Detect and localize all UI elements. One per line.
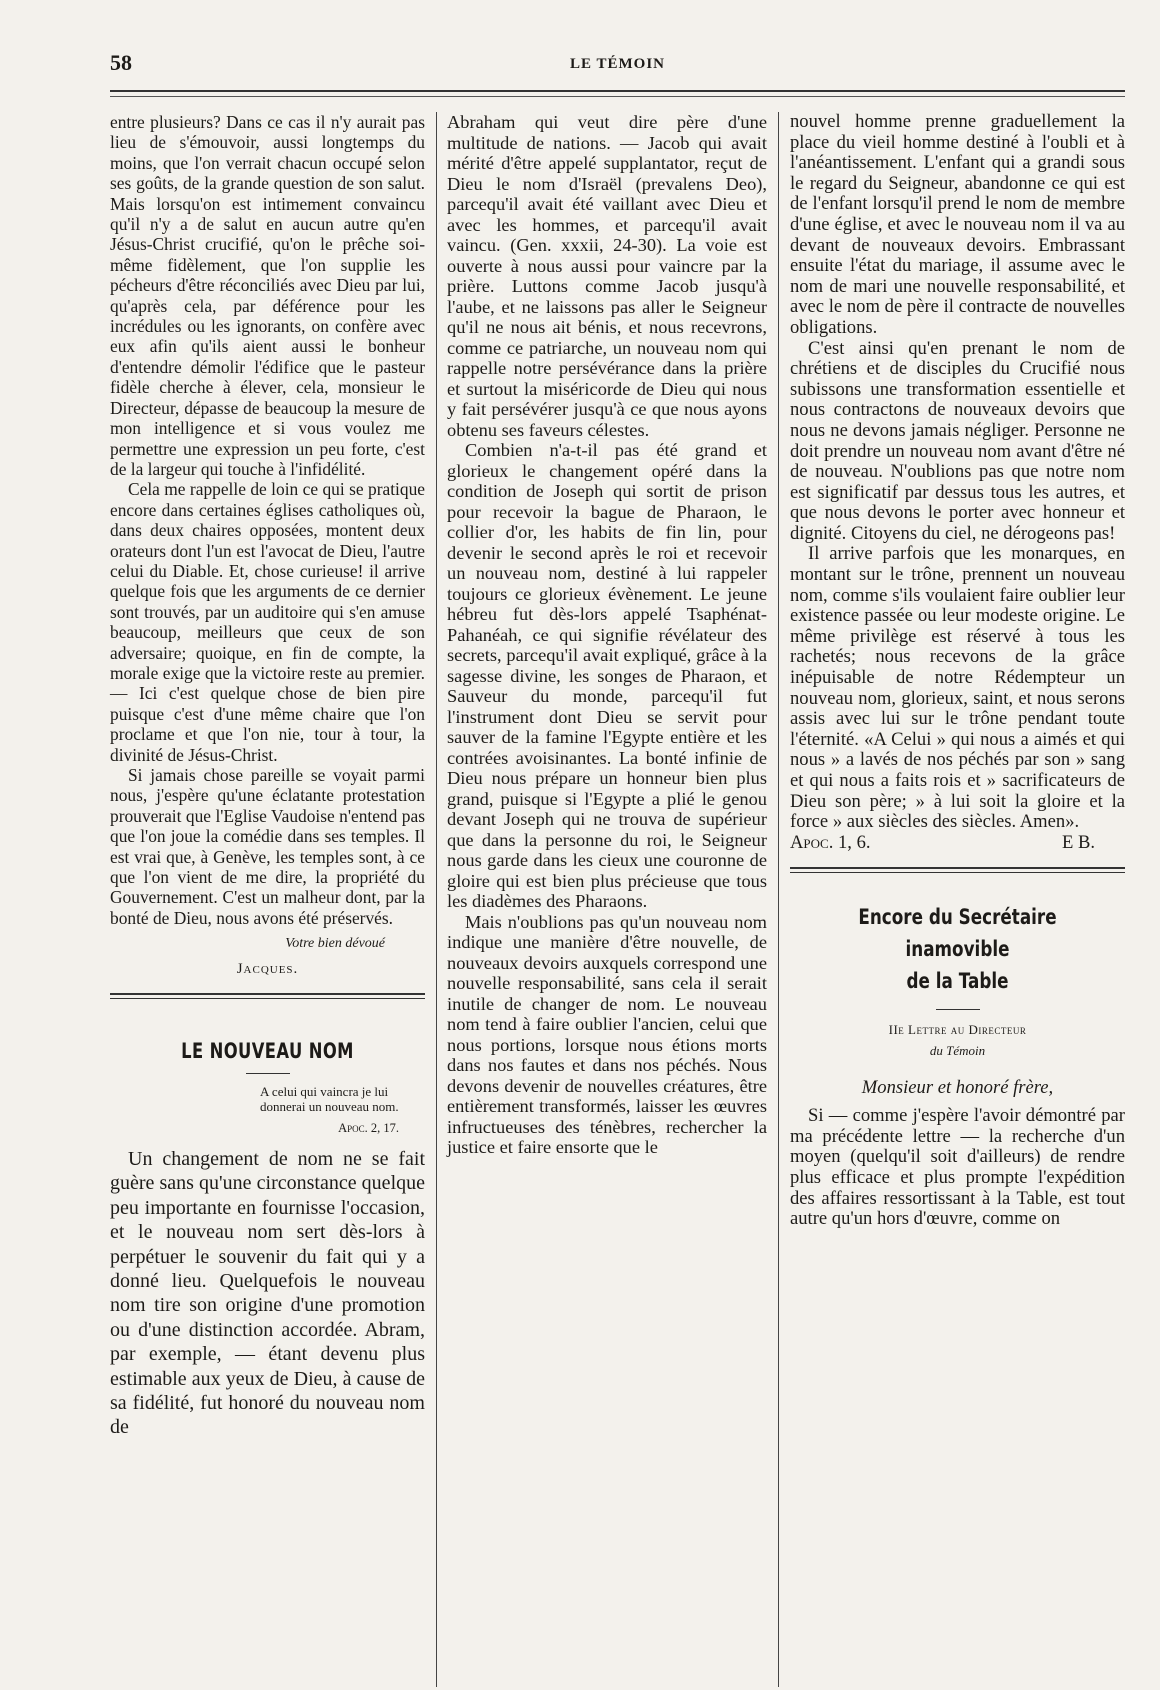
paragraph: Il arrive parfois que les monarques, en montant sur le trône, prennent un nouveau nom, comme s'ils voulaient faire oublier leur existence passée ou leur modeste origine. Le même privilège est réservé à tous les rachetés; nous recevons de la grâce inépuisable de notre Rédempteur un nouveau nom, glorieux, saint, et nous serons assis avec lui sur le trône pendant toute l'éternité. «A Celui » qui nous a aimés et qui nous » a lavés de nos péchés par son » sang et qui nous a faits rois et » sacrificateurs de Dieu son père; » à lui soit la gloire et la force » aux siècles des siècles. Amen».	[790, 543, 1125, 833]
section-divider	[790, 867, 1125, 873]
section-title-line: Encore du Secrétaire inamovible	[858, 905, 1057, 962]
column-divider	[778, 112, 779, 1687]
paragraph: Un changement de nom ne se fait guère sans qu'une circonstance quelque peu importante en fournisse l'occasion, et le nouveau nom sert dès-lors à perpétuer le souvenir du fait qui y a donné lieu. Quelquefois le nouveau nom tire son origine d'une promotion ou d'une distinction accordée. Abram, par exemple, — étant devenu plus estimable aux yeux de Dieu, à cause de sa fidélité, fut honoré du nouveau nom de	[110, 1147, 425, 1439]
masthead: LE TÉMOIN	[570, 56, 665, 72]
signature-closing: Votre bien dévoué	[285, 936, 385, 952]
column-divider	[436, 112, 437, 1687]
paragraph: nouvel homme prenne graduellement la place du vieil homme destiné à l'oubli et à l'anéantissement. L'enfant qui a grandi sous le regard du Seigneur, abandonne ce qui est de l'enfant lorsqu'il prend le nom de membre d'une église, et avec le nouveau nom il va au devant de nouveaux devoirs. Embrassant ensuite l'état du mariage, il assume avec le nom de mari une nouvelle responsabilité, et avec le nom de père il contracte de nouvelles obligations.	[790, 111, 1125, 338]
page-header	[110, 50, 1125, 80]
article-end-line	[790, 833, 1125, 854]
section-title	[824, 901, 1092, 997]
letter-subheading: du Témoin	[929, 1042, 986, 1058]
signature-name: Jacques.	[236, 960, 299, 977]
paragraph: Cela me rappelle de loin ce qui se pratique encore dans certaines églises catholiques où, dans deux chaires opposées, montent deux orateurs dont l'un est l'avocat de Dieu, l'autre celui du Diable. Et, chose curieuse! il arrive quelque fois que les arguments de ce dernier sont trouvés, par un auditoire qui s'en amuse beaucoup, meilleurs que ceux de son adversaire; quoique, en fin de compte, la morale exige que la victoire reste au premier. — Ici c'est quelque chose de bien pire puisque c'est d'une même chaire que l'on proclame et que l'on nie, tour à tour, la divinité de Jésus-Christ.	[110, 479, 425, 765]
paragraph: Si jamais chose pareille se voyait parmi nous, j'espère qu'une éclatante protestation prouverait que l'Eglise Vaudoise n'entend pas que l'on joue la comédie dans ses temples. Il est vrai que, à Genève, les temples sont, à ce que l'on vient de me dire, la propriété du Gouvernement. C'est un malheur dont, par la bonté de Dieu, nous avons été préservés.	[110, 765, 425, 928]
column-3	[790, 112, 1125, 1230]
short-rule	[246, 1073, 290, 1074]
short-rule	[936, 1009, 980, 1010]
author-initials: E B.	[1061, 831, 1095, 853]
section-title-line: de la Table	[906, 969, 1009, 994]
epigraph-reference: Apoc. 2, 17.	[338, 1121, 399, 1136]
column-2	[447, 112, 767, 1158]
paragraph: entre plusieurs? Dans ce cas il n'y aurait pas lieu de s'émouvoir, aussi longtemps du moins, que l'on verrait chacun occupé selon ses goûts, de la grande question de son salut. Mais lorsqu'on est intimement convaincu qu'il n'y a de salut en aucun autre qu'en Jésus-Christ crucifié, qu'on le prêche soi-même fidèlement, que l'on supplie les pécheurs d'être réconciliés avec Dieu par lui, qu'après cela, par déférence pour les incrédules ou les ignorants, on confère avec eux afin qu'ils aient aussi le bonheur d'entendre démolir l'édifice que le pasteur fidèle cherche à élever, cela, monsieur le Directeur, dépasse de beaucoup la mesure de mon intelligence et si vous voulez me permettre une expression un peu forte, c'est de la largeur qui touche à l'infidélité.	[110, 112, 425, 479]
epigraph: A celui qui vaincra je lui donnerai un nouveau nom.	[260, 1084, 399, 1115]
letter-subheading: IIe Lettre au Directeur	[888, 1022, 1027, 1038]
paragraph: C'est ainsi qu'en prenant le nom de chrétiens et de disciples du Crucifié nous subissons une transformation essentielle et nous contractons de nouveaux devoirs que nous ne devons jamais négliger. Personne ne doit prendre un nouveau nom avant d'être né de nouveau. N'oublions pas que notre nom est significatif par dessus tous les autres, et que nous devons le porter avec honneur et dignité. Citoyens du ciel, ne dérogeons pas!	[790, 337, 1125, 544]
section-title: LE NOUVEAU NOM	[181, 1039, 354, 1064]
paragraph: Mais n'oublions pas qu'un nouveau nom indique une manière d'être nouvelle, de nouveaux devoirs auxquels correspond une nouvelle responsabilité, sans cela il serait inutile de changer de nom. Le nouveau nom tend à faire oublier l'ancien, celui que nous portions, lorsque nous étions morts dans nos fautes et dans nos péchés. Nous devons devenir de nouvelles créatures, être entièrement transformés, laisser les œuvres infructueuses des ténèbres, rechercher la justice et faire ensorte que le	[447, 911, 767, 1157]
scripture-reference: Apoc. 1, 6.	[790, 831, 871, 853]
header-rule	[110, 90, 1125, 97]
page-number: 58	[110, 50, 132, 75]
paragraph: Combien n'a-t-il pas été grand et glorieux le changement opéré dans la condition de Joseph qui sortit de prison pour recevoir la bague de Pharaon, le collier d'or, les habits de fin lin, pour devenir le second après le roi et recevoir un nouveau nom, destiné à lui rappeler toujours ce glorieux évènement. Le jeune hébreu fut dès-lors appelé Tsaphénat-Pahanéah, ce qui signifie révélateur des secrets, parcequ'il avait expliqué, grâce à la sagesse divine, les songes de Pharaon, et Sauveur du monde, parcequ'il fut l'instrument dont Dieu se servit pour sauver de la famine l'Egypte entière et les contrées avoisinantes. La bonté infinie de Dieu nous prépare un honneur bien plus grand, puisque si l'Egypte a plié le genou devant Joseph qui ne trouva de supérieur que dans la personne du roi, le Seigneur nous garde dans les cieux une couronne de gloire qui est bien plus précieuse que tous les diadèmes des Pharaons.	[447, 440, 767, 911]
paragraph: Si — comme j'espère l'avoir démontré par ma précédente lettre — la recherche d'un moyen (quelqu'il soit d'ailleurs) de rendre plus efficace et plus prompte l'expédition des affaires ressortissant à la Table, est tout autre qu'un hors d'œuvre, comme on	[790, 1105, 1125, 1230]
section-divider	[110, 993, 425, 999]
salutation: Monsieur et honoré frère,	[861, 1076, 1054, 1098]
column-1	[110, 112, 425, 1440]
paragraph: Abraham qui veut dire père d'une multitude de nations. — Jacob qui avait mérité d'être appelé supplantator, reçut de Dieu le nom d'Israël (prevalens Deo), parcequ'il avait été vaillant avec Dieu et avec les hommes, et parcequ'il avait vaincu. (Gen. xxxii, 24-30). La voie est ouverte à nous aussi pour vaincre par la prière. Luttons comme Jacob jusqu'à l'aube, et ne laissons pas aller le Seigneur qu'il ne nous ait bénis, et nous recevrons, comme ce patriarche, un nouveau nom qui rappelle notre persévérance dans la prière et surtout la miséricorde de Dieu qui nous y fait persévérer jusqu'à ce que nous ayons obtenu ses faveurs célestes.	[447, 112, 767, 440]
